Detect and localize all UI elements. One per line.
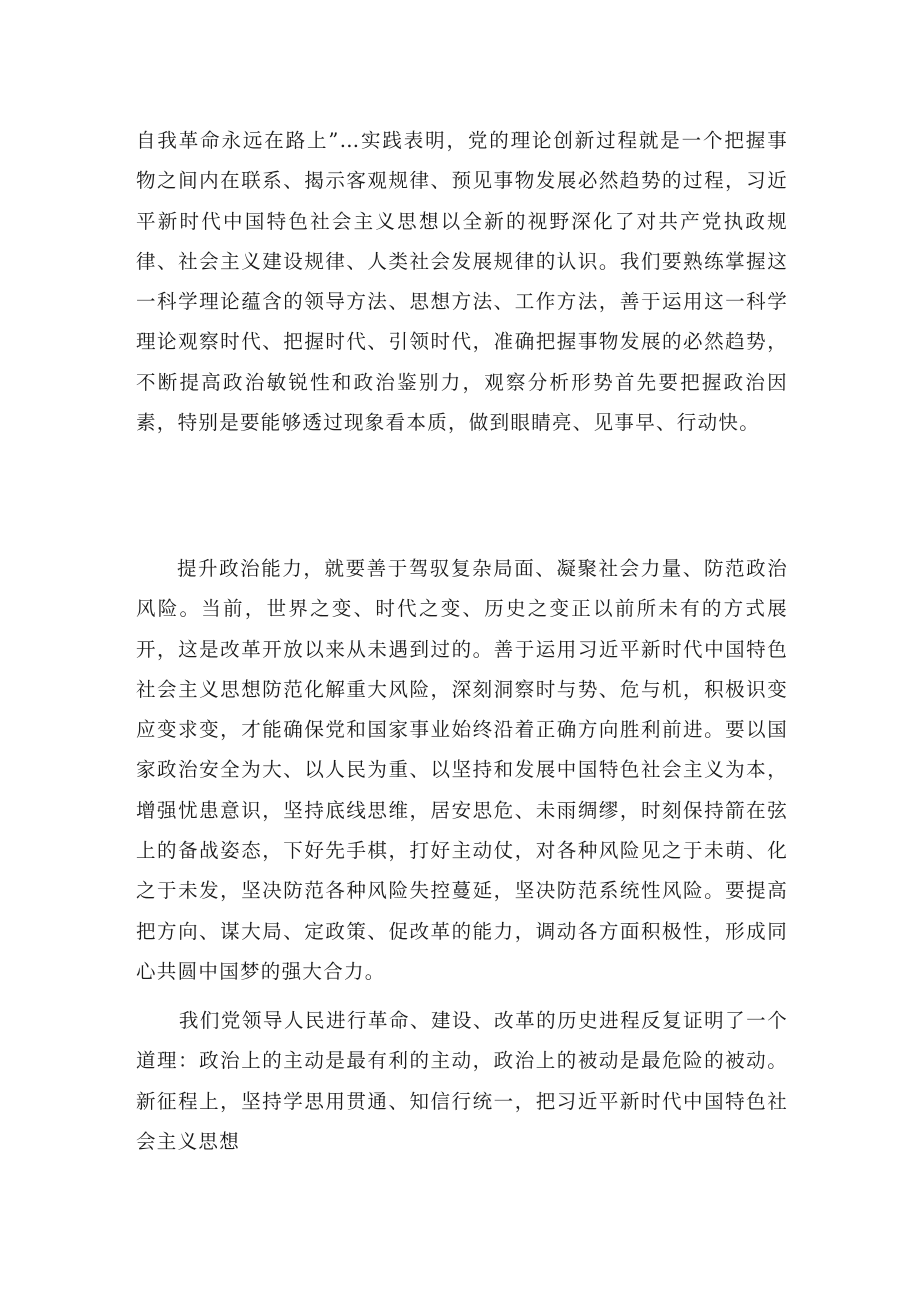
paragraph-2: 提升政治能力，就要善于驾驭复杂局面、凝聚社会力量、防范政治风险。当前，世界之变、时代之变、历史之变正以前所未有的方式展开，这是改革开放以来从未遇到过的。善于运用习近平新时代中国特色社会主义思想防范化解重大风险，深刻洞察时与势、危与机，积极识变应变求变，才能确保党和国家事业始终沿着正确方向胜利前进。要以国家政治安全为大、以人民为重、以坚持和发展中国特色社会主义为本，增强忧患意识，坚持底线思维，居安思危、未雨绸缪，时刻保持箭在弦上的备战姿态，下好先手棋，打好主动仗，对各种风险见之于未萌、化之于未发，坚决防范各种风险失控蔓延，坚决防范系统性风险。要提高把方向、谋大局、定政策、促改革的能力，调动各方面积极性，形成同心共圆中国梦的强大合力。 — [136, 557, 788, 983]
paragraph-3: 我们党领导人民进行革命、建设、改革的历史进程反复证明了一个道理：政治上的主动是最有利的主动，政治上的被动是最危险的被动。新征程上，坚持学思用贯通、知信行统一，把习近平新时代中国特色社会主义思想 — [136, 1009, 788, 1153]
paragraph-1: 自我革命永远在路上”…实践表明，党的理论创新过程就是一个把握事物之间内在联系、揭示客观规律、预见事物发展必然趋势的过程，习近平新时代中国特色社会主义思想以全新的视野深化了对共产党执政规律、社会主义建设规律、人类社会发展规律的认识。我们要熟练掌握这一科学理论蕴含的领导方法、思想方法、工作方法，善于运用这一科学理论观察时代、把握时代、引领时代，准确把握事物发展的必然趋势，不断提高政治敏锐性和政治鉴别力，观察分析形势首先要把握政治因素，特别是要能够透过现象看本质，做到眼睛亮、见事早、行动快。 — [136, 129, 788, 435]
